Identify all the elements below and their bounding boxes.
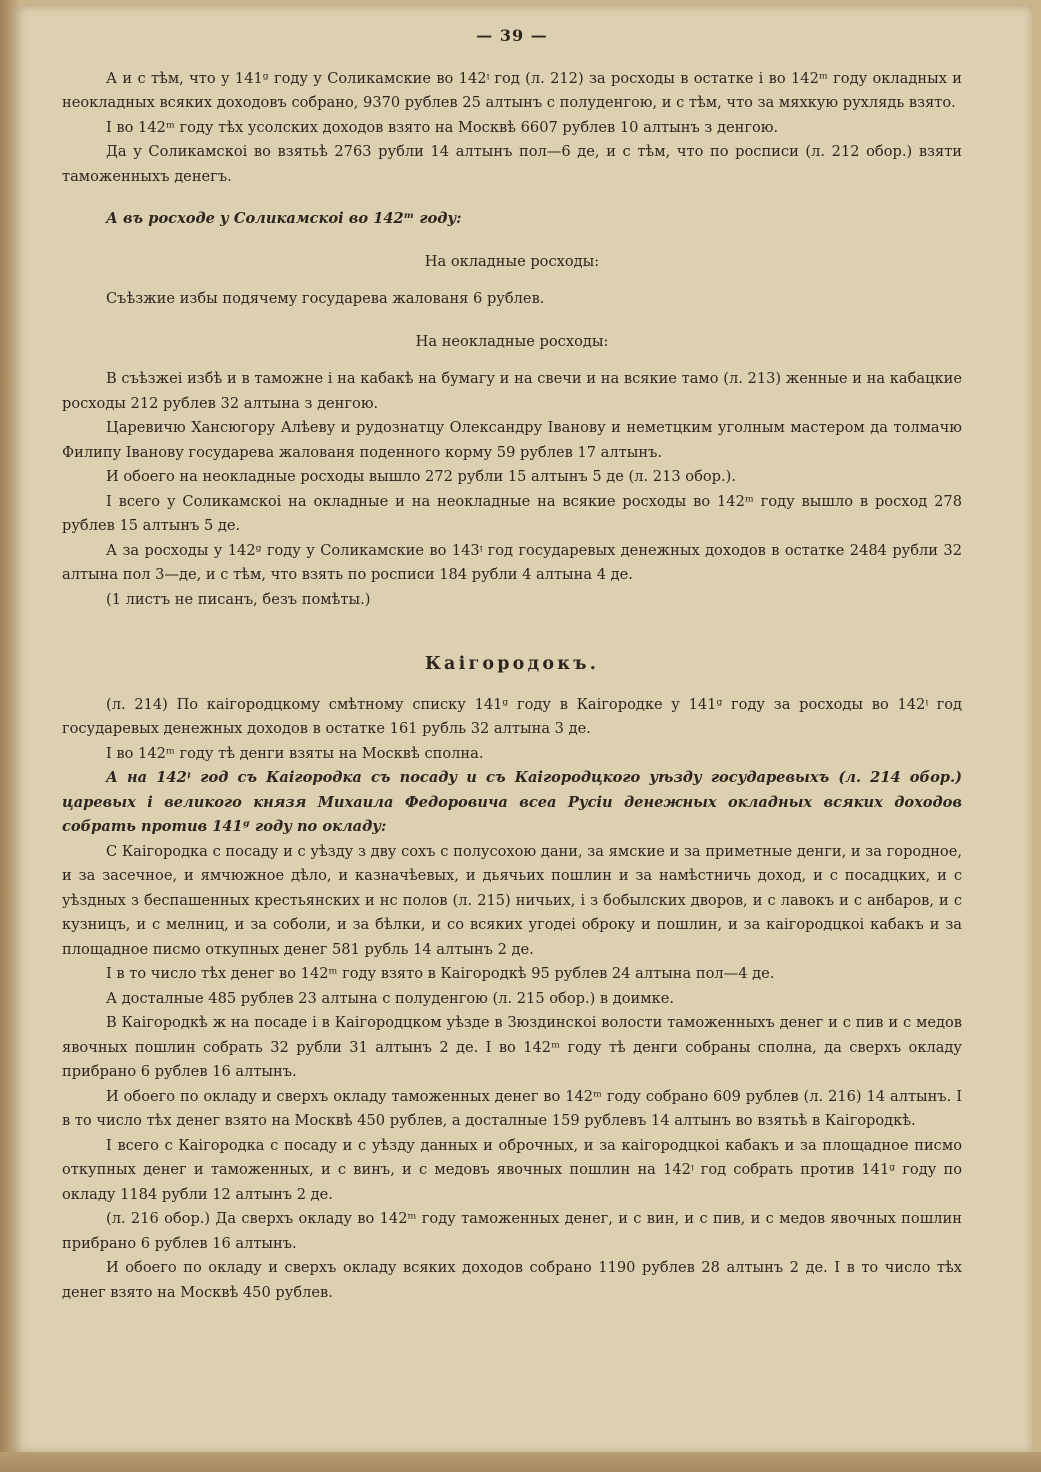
paragraph: Да у Соликамскоі во взятьѣ 2763 рубли 14 алтынъ пол—6 де, и с тѣм, что по росписи (л. 212 обор.) взяти таможенныхъ денегъ. (62, 143, 962, 185)
subheading-okladnye: На окладные росходы: (424, 252, 600, 270)
paragraph: А и с тѣм, что у 141ᵍ году у Соликамские во 142ᵎ год (л. 212) за росходы в остатке і во 142ᵐ году окладных и неокладных всяких доходовъ собрано, 9370 рублев 25 алтынъ с полуденгою, и с тѣм, что за мяхкую рухлядь взято. (62, 69, 962, 111)
italic-paragraph: А на 142ᵎ год съ Каігородка съ посаду и съ Каігородцкого уѣзду государевыхъ (л. 214 обор.) царевых і великого князя Михаила Федоровича всеа Русіи денежных окладных всяких доходов собрать против 141ᵍ году по окладу: (62, 769, 962, 835)
section-title-rashod: А въ росходе у Соликамскоі во 142ᵐ году: (106, 210, 462, 227)
page-bottom-shadow (0, 1452, 1041, 1472)
paragraph: В Каігородкѣ ж на посаде і в Каігородцком уѣзде в Зюздинскоі волости таможенныхъ денег и с пив и с медов явочных пошлин собрать 32 рубли 31 алтынъ 2 де. І во 142ᵐ году тѣ денги собраны сполна, да сверхъ окладу прибрано 6 рублев 16 алтынъ. (62, 1014, 962, 1080)
paragraph: (л. 216 обор.) Да сверхъ окладу во 142ᵐ году таможенных денег, и с вин, и с пив, и с медов явочных пошлин прибрано 6 рублев 16 алтынъ. (62, 1210, 962, 1252)
paragraph: І всего у Соликамскоі на окладные и на неокладные на всякие росходы во 142ᵐ году вышло в росход 278 рублев 15 алтынъ 5 де. (62, 492, 962, 534)
page-number: — 39 — (476, 26, 548, 45)
paragraph: И обоего на неокладные росходы вышло 272 рубли 15 алтынъ 5 де (л. 213 обор.). (106, 468, 736, 485)
paragraph: А за росходы у 142ᵍ году у Соликамские во 143ᵎ год государевых денежных доходов в остатке 2484 рубли 32 алтына пол 3—де, и с тѣм, что взять по росписи 184 рубли 4 алтына 4 де. (62, 541, 962, 583)
paragraph: В съѣзжеі избѣ и в таможне і на кабакѣ на бумагу и на свечи и на всякие тамо (л. 213) женные и на кабацкие росходы 212 рублев 32 алтына з денгою. (62, 370, 962, 412)
paragraph: И обоего по окладу и сверхъ окладу таможенных денег во 142ᵐ году собрано 609 рублев (л. 216) 14 алтынъ. І в то число тѣх денег взято на Москвѣ 450 рублев, а досталные 159 рублевъ 14 алтынъ во взятьѣ в Каігородкѣ. (62, 1087, 962, 1129)
paragraph: І во 142ᵐ году тѣ денги взяты на Москвѣ сполна. (106, 744, 484, 762)
paragraph: І всего с Каігородка с посаду и с уѣзду данных и оброчных, и за каігородцкоі кабакъ и за площадное писмо откупных денег и таможенных, и с винъ, и с медовъ явочных пошлин на 142ᵎ год собрать против 141ᵍ году по окладу 1184 рубли 12 алтынъ 2 де. (62, 1136, 962, 1203)
note-paragraph: (1 листъ не писанъ, безъ помѣты.) (106, 590, 371, 608)
paragraph: А досталные 485 рублев 23 алтына с полуденгою (л. 215 обор.) в доимке. (106, 989, 675, 1007)
paragraph: С Каігородка с посаду и с уѣзду з дву сохъ с полусохою дани, за ямские и за приметные денги, и за городное, и за засечное, и ямчюжное дѣло, и казначѣевых, и дьячьих пошлин и за намѣстничь доход, и с посадцких, и с уѣздных з беспашенных крестьянских и нс полов (л. 215) ничьих, і з бобылских дворов, и с лавокъ и с анбаров, и с кузницъ, и с мелниц, и за соболи, и за бѣлки, и со всяких угодеі оброку и пошлин, и за каігородцкоі кабакъ и за площадное писмо откупных денег 581 рубль 14 алтынъ 2 де. (62, 842, 962, 958)
paragraph: И обоего по окладу и сверхъ окладу всяких доходов собрано 1190 рублев 28 алтынъ 2 де. І в то число тѣх денег взято на Москвѣ 450 рублев. (62, 1259, 962, 1301)
subheading-neokladnye: На неокладные росходы: (415, 332, 609, 350)
paragraph: Царевичю Хансюгору Алѣеву и рудознатцу Олександру Іванову и неметцким уголным мастером да толмачю Филипу Іванову государева жалованя поденного корму 59 рублев 17 алтынъ. (62, 419, 962, 461)
section-heading-kaigorodok: Каігородокъ. (424, 654, 600, 674)
paragraph: І во 142ᵐ году тѣх усолских доходов взято на Москвѣ 6607 рублев 10 алтынъ з денгою. (106, 118, 779, 136)
paragraph: Съѣзжие избы подячему государева жалованя 6 рублев. (106, 290, 545, 307)
paragraph: (л. 214) По каігородцкому смѣтному списку 141ᵍ году в Каігородке у 141ᵍ году за росходы во 142ᵎ год государевых денежных доходов в остатке 161 рубль 32 алтына 3 де. (62, 695, 962, 737)
paragraph: І в то число тѣх денег во 142ᵐ году взято в Каігородкѣ 95 рублев 24 алтына пол—4 де. (106, 965, 775, 982)
page-content (62, 24, 962, 1305)
